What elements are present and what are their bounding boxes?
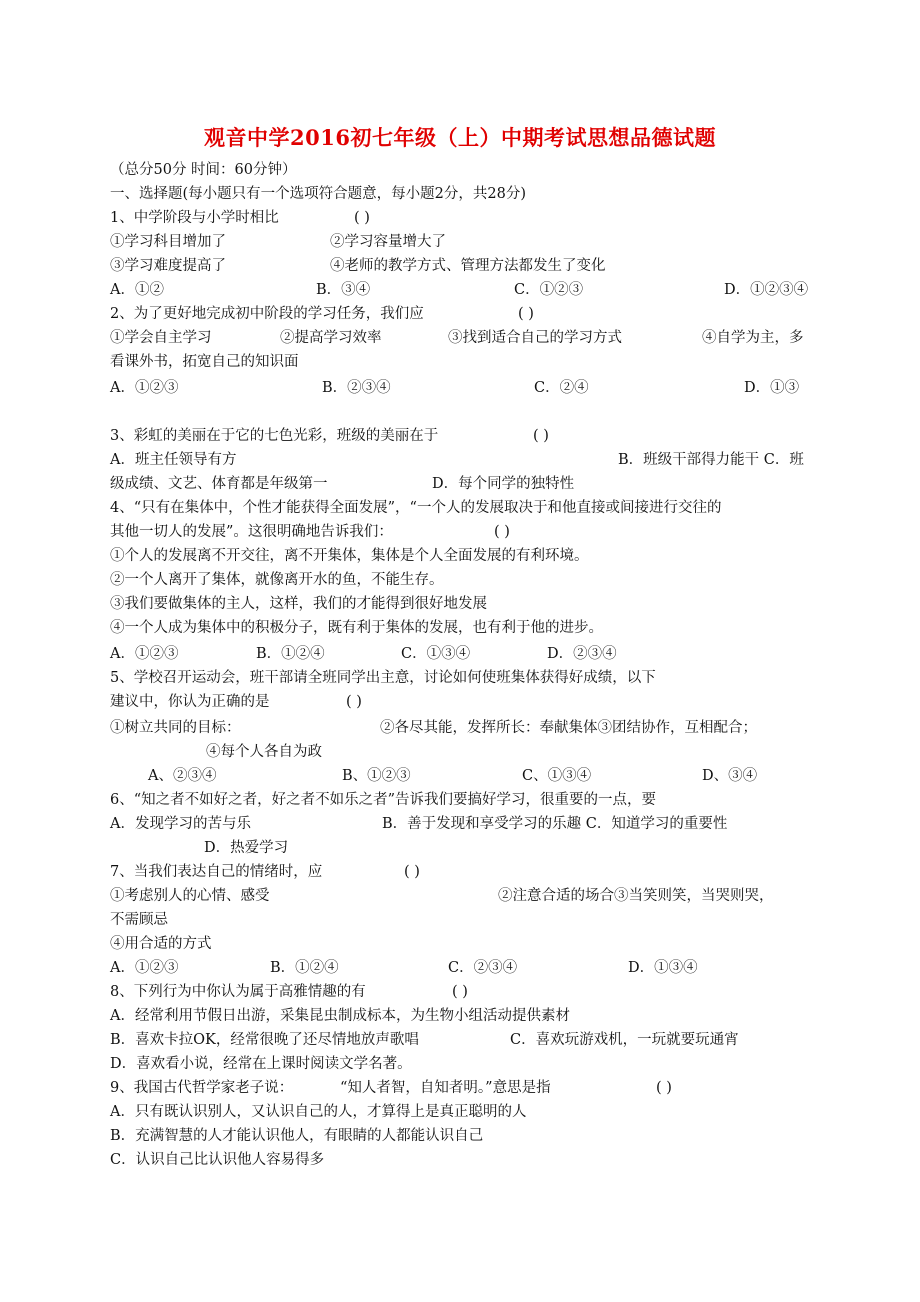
q3-option-d: D．每个同学的独特性: [432, 476, 575, 492]
q1-statement-2: ②学习容量增大了: [330, 234, 446, 250]
q6-option-bc: B．善于发现和享受学习的乐趣 C．知道学习的重要性: [382, 816, 728, 832]
q2-option-d: D．①③: [744, 380, 800, 396]
q9-option-a: A．只有既认识别人，又认识自己的人，才算得上是真正聪明的人: [110, 1104, 527, 1120]
q7-option-c: C．②③④: [448, 960, 518, 976]
q1-option-a: A．①②: [110, 282, 164, 298]
q4-option-a: A．①②③: [110, 646, 179, 662]
q5-answer-blank: ( ): [346, 694, 362, 710]
q4-statement-4: ④一个人成为集体中的积极分子，既有利于集体的发展，也有利于他的进步。: [110, 620, 603, 636]
q2-statement-3: ③找到适合自己的学习方式: [448, 330, 622, 346]
q1-statement-4: ④老师的教学方式、管理方法都发生了变化: [330, 258, 606, 274]
q8-option-b: B．喜欢卡拉OK，经常很晚了还尽情地放声歌唱: [110, 1032, 419, 1048]
q1-answer-blank: ( ): [354, 210, 370, 226]
q6-option-d: D．热爱学习: [204, 840, 289, 856]
q3-option-bc: B．班级干部得力能干 C．班: [618, 452, 804, 468]
q7-option-a: A．①②③: [110, 960, 179, 976]
q1-option-b: B．③④: [316, 282, 371, 298]
q8-option-d: D．喜欢看小说，经常在上课时阅读文学名著。: [110, 1056, 412, 1072]
q5-stem: 5、学校召开运动会，班干部请全班同学出主意，讨论如何使班集体获得好成绩，以下: [110, 670, 656, 686]
q1-stem: 1、中学阶段与小学时相比: [110, 210, 279, 226]
q4-option-b: B．①②④: [256, 646, 325, 662]
q9-quote: “知人者智，自知者明。”意思是指: [340, 1080, 551, 1096]
q6-stem: 6、“知之者不如好之者，好之者不如乐之者”告诉我们要搞好学习，很重要的一点，要: [110, 792, 657, 808]
q8-option-a: A．经常利用节假日出游，采集昆虫制成标本，为生物小组活动提供素材: [110, 1008, 570, 1024]
q2-statement-2: ②提高学习效率: [280, 330, 382, 346]
q2-option-c: C．②④: [534, 380, 589, 396]
q4-statement-3: ③我们要做集体的主人，这样，我们的才能得到很好地发展: [110, 596, 487, 612]
q5-statement-2-3: ②各尽其能，发挥所长：奉献集体③团结协作，互相配合；: [380, 720, 757, 736]
q3-option-c-cont: 级成绩、文艺、体育都是年级第一: [110, 476, 328, 492]
q7-option-d: D．①③④: [628, 960, 698, 976]
q5-statement-4: ④每个人各自为政: [206, 744, 322, 760]
q3-stem: 3、彩虹的美丽在于它的七色光彩，班级的美丽在于: [110, 428, 439, 444]
q2-option-b: B．②③④: [322, 380, 391, 396]
section-heading: 一、选择题(每小题只有一个选项符合题意，每小题2分，共28分): [110, 186, 526, 202]
q7-statement-2-3: ②注意合适的场合③当笑则笑，当哭则哭，: [498, 888, 774, 904]
q2-statement-4: ④自学为主，多: [702, 330, 804, 346]
q5-option-b: B、①②③: [342, 768, 411, 784]
q1-statement-1: ①学习科目增加了: [110, 234, 226, 250]
q1-option-c: C．①②③: [514, 282, 584, 298]
q4-option-c: C．①③④: [401, 646, 471, 662]
q5-option-c: C、①③④: [522, 768, 592, 784]
q7-option-b: B．①②④: [270, 960, 339, 976]
q9-option-b: B．充满智慧的人才能认识他人，有眼睛的人都能认识自己: [110, 1128, 484, 1144]
q7-statement-1: ①考虑别人的心情、感受: [110, 888, 270, 904]
q2-statement-4-cont: 看课外书，拓宽自己的知识面: [110, 354, 299, 370]
q2-option-a: A．①②③: [110, 380, 179, 396]
q7-answer-blank: ( ): [404, 864, 420, 880]
q5-stem-cont: 建议中，你认为正确的是: [110, 694, 270, 710]
q3-answer-blank: ( ): [533, 428, 549, 444]
q1-option-d: D．①②③④: [724, 282, 809, 298]
q5-option-d: D、③④: [702, 768, 758, 784]
q4-answer-blank: ( ): [494, 524, 510, 540]
page-title: 观音中学2016初七年级（上）中期考试思想品德试题: [204, 125, 716, 150]
q7-statement-4: ④用合适的方式: [110, 936, 212, 952]
q2-statement-1: ①学会自主学习: [110, 330, 212, 346]
q2-stem: 2、为了更好地完成初中阶段的学习任务，我们应: [110, 306, 424, 322]
q3-option-a: A．班主任领导有方: [110, 452, 237, 468]
q2-answer-blank: ( ): [518, 306, 534, 322]
q9-option-c: C．认识自己比认识他人容易得多: [110, 1152, 325, 1168]
q9-answer-blank: ( ): [656, 1080, 672, 1096]
q4-option-d: D．②③④: [547, 646, 617, 662]
q7-stem: 7、当我们表达自己的情绪时，应: [110, 864, 323, 880]
exam-meta: （总分50分 时间：60分钟）: [110, 162, 297, 178]
q4-statement-1: ①个人的发展离不开交往，离不开集体，集体是个人全面发展的有利环境。: [110, 548, 589, 564]
q8-answer-blank: ( ): [452, 984, 468, 1000]
q5-statement-1: ①树立共同的目标：: [110, 720, 241, 736]
q4-stem-cont: 其他一切人的发展”。这很明确地告诉我们：: [110, 524, 393, 540]
q7-statement-3-cont: 不需顾忌: [110, 912, 168, 928]
q4-statement-2: ②一个人离开了集体，就像离开水的鱼，不能生存。: [110, 572, 444, 588]
q1-statement-3: ③学习难度提高了: [110, 258, 226, 274]
q4-stem: 4、“只有在集体中，个性才能获得全面发展”，“一个人的发展取决于和他直接或间接进行交往的: [110, 500, 722, 516]
q6-option-a: A．发现学习的苦与乐: [110, 816, 251, 832]
q5-option-a: A、②③④: [148, 768, 217, 784]
q8-stem: 8、下列行为中你认为属于高雅情趣的有: [110, 984, 366, 1000]
q8-option-c: C．喜欢玩游戏机，一玩就要玩通宵: [510, 1032, 739, 1048]
q9-stem: 9、我国古代哲学家老子说：: [110, 1080, 294, 1096]
